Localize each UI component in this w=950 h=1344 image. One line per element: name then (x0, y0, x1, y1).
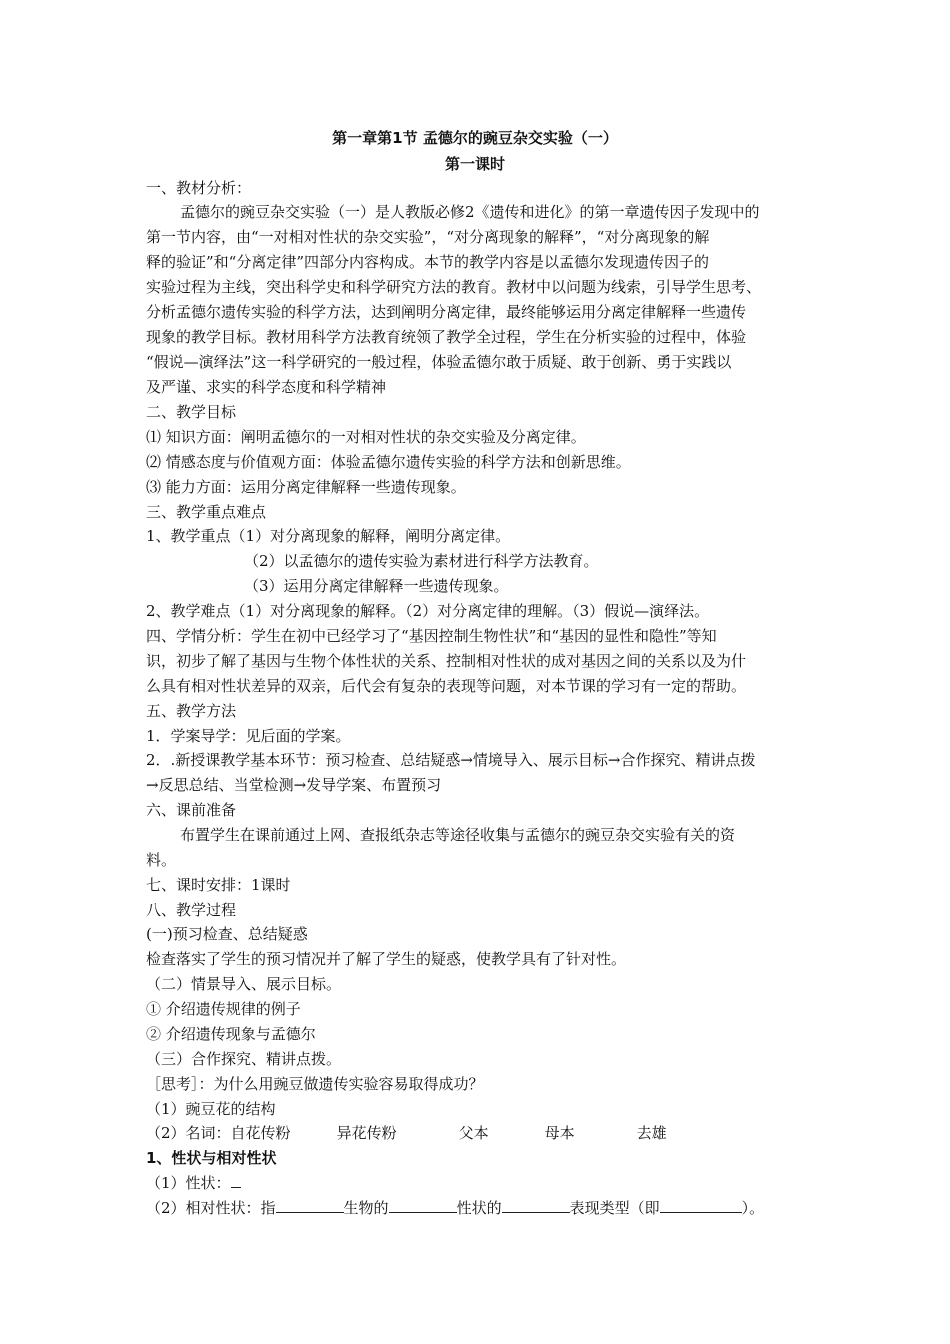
section-heading: 七、课时安排：1课时 (146, 876, 291, 894)
paragraph-line: 四、学情分析：学生在初中已经学习了“基因控制生物性状”和“基因的显性和隐性”等知 (146, 627, 717, 645)
subsection-heading: （二）情景导入、展示目标。 (146, 975, 342, 993)
fill-label: （2）相对性状：指 (146, 1199, 276, 1217)
paragraph-line: 布置学生在课前通过上网、查报纸杂志等途径收集与孟德尔的豌豆杂交实验有关的资 (180, 826, 736, 844)
fill-label: 性状的 (456, 1199, 502, 1217)
section-heading: 一、教材分析： (146, 179, 252, 197)
fill-blank[interactable] (276, 1196, 344, 1213)
terms-line (146, 1121, 667, 1145)
section-heading: 1、性状与相对性状 (146, 1149, 277, 1167)
list-item: ⑴ 知识方面：阐明孟德尔的一对相对性状的杂交实验及分离定律。 (146, 428, 586, 446)
list-item: ⑶ 能力方面：运用分离定律解释一些遗传现象。 (146, 478, 466, 496)
list-item: ⑵ 情感态度与价值观方面：体验孟德尔遗传实验的科学方法和创新思维。 (146, 453, 631, 471)
fill-line (146, 1171, 241, 1195)
paragraph-line: 检查落实了学生的预习情况并了解了学生的疑惑，使教学具有了针对性。 (146, 950, 627, 968)
key-point: 1、教学重点（1）对分离现象的解释，阐明分离定律。 (146, 527, 511, 545)
subsection-heading: （三）合作探究、精讲点拨。 (146, 1050, 342, 1068)
fill-blank[interactable] (231, 1171, 241, 1188)
terms-label: （2）名词： (146, 1124, 231, 1142)
think-question: ［思考］：为什么用豌豆做遗传实验容易取得成功？ (146, 1075, 484, 1093)
fill-label: 表现类型（即 (569, 1199, 660, 1217)
list-item: ① 介绍遗传规律的例子 (146, 1000, 301, 1018)
key-point: （3）运用分离定律解释一些遗传现象。 (244, 577, 509, 595)
document-title: 第一章第1节 孟德尔的豌豆杂交实验（一） (332, 129, 618, 147)
paragraph-line: 现象的教学目标。教材用科学方法教育统领了教学全过程，学生在分析实验的过程中，体验 (146, 328, 747, 346)
list-item: （1）豌豆花的结构 (146, 1100, 276, 1118)
paragraph-line: 么具有相对性状差异的双亲，后代会有复杂的表现等问题，对本节课的学习有一定的帮助。 (146, 677, 747, 695)
fill-label: ）。 (741, 1199, 765, 1217)
paragraph-line: 料。 (146, 851, 177, 869)
section-heading: 二、教学目标 (146, 403, 237, 421)
fill-blank[interactable] (660, 1196, 742, 1213)
fill-label: 生物的 (343, 1199, 389, 1217)
term: 母本 (544, 1124, 575, 1142)
paragraph-line: 第一节内容，由“一对相对性状的杂交实验”，“对分离现象的解释”，“对分离现象的解 (146, 228, 710, 246)
method-item: 2．.新授课教学基本环节：预习检查、总结疑惑→情境导入、展示目标→合作探究、精讲点拨 (146, 751, 756, 769)
paragraph-line: 孟德尔的豌豆杂交实验（一）是人教版必修2《遗传和进化》的第一章遗传因子发现中的 (180, 203, 760, 221)
fill-label: （1）性状： (146, 1174, 231, 1192)
section-heading: 八、教学过程 (146, 901, 237, 919)
difficult-point: 2、教学难点（1）对分离现象的解释。（2）对分离定律的理解。（3）假说—演绎法。 (146, 602, 710, 620)
key-point: （2）以孟德尔的遗传实验为素材进行科学方法教育。 (244, 552, 599, 570)
method-item: →反思总结、当堂检测→发导学案、布置预习 (146, 776, 442, 794)
section-heading: 六、课前准备 (146, 801, 237, 819)
method-item: 1．学案导学：见后面的学案。 (146, 727, 351, 745)
paragraph-line: “假说—演绎法”这一科学研究的一般过程，体验孟德尔敢于质疑、敢于创新、勇于实践以 (146, 353, 732, 371)
term: 自花传粉 (230, 1124, 291, 1142)
fill-blank[interactable] (502, 1196, 570, 1213)
paragraph-line: 分析孟德尔遗传实验的科学方法，达到阐明分离定律，最终能够运用分离定律解释一些遗传 (146, 303, 747, 321)
list-item: ② 介绍遗传现象与孟德尔 (146, 1025, 316, 1043)
subsection-heading: (一)预习检查、总结疑惑 (146, 925, 308, 943)
section-heading: 五、教学方法 (146, 702, 237, 720)
paragraph-line: 实验过程为主线，突出科学史和科学研究方法的教育。教材中以问题为线索，引导学生思考、 (146, 278, 762, 296)
paragraph-line: 及严谨、求实的科学态度和科学精神 (146, 378, 387, 396)
fill-line (146, 1196, 764, 1220)
section-heading: 三、教学重点难点 (146, 503, 267, 521)
fill-blank[interactable] (389, 1196, 457, 1213)
paragraph-line: 释的验证”和“分离定律”四部分内容构成。本节的教学内容是以孟德尔发现遗传因子的 (146, 253, 710, 271)
term: 去雄 (636, 1124, 667, 1142)
document-subtitle: 第一课时 (444, 155, 505, 173)
paragraph-line: 识，初步了解了基因与生物个体性状的关系、控制相对性状的成对基因之间的关系以及为什 (146, 652, 747, 670)
term: 父本 (458, 1124, 489, 1142)
term: 异花传粉 (336, 1124, 397, 1142)
